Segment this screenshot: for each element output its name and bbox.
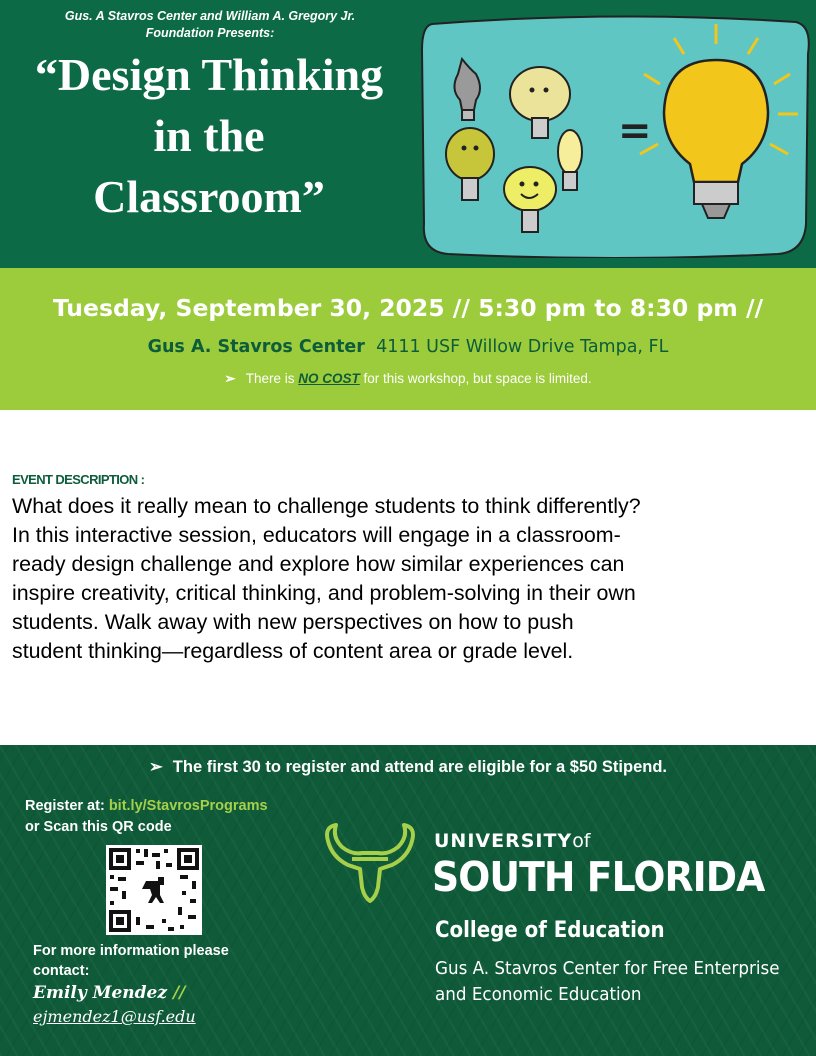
title-line-2: in the: [153, 110, 265, 161]
contact-name-text: Emily Mendez: [33, 983, 173, 1003]
equals-sign: =: [618, 108, 652, 154]
event-venue: [0, 337, 816, 357]
contact-line-2: contact:: [33, 963, 90, 979]
arrow-bullet-icon: ➢: [224, 371, 236, 386]
contact-info: [33, 941, 229, 981]
description-line: inspire creativity, critical thinking, and problem-solving in their own: [12, 581, 636, 605]
description-line: students. Walk away with new perspectives on how to push: [12, 610, 574, 634]
event-title: [0, 44, 418, 227]
presenters-line-2: Foundation Presents:: [145, 26, 275, 40]
center-line-2: and Economic Education: [435, 984, 642, 1005]
presenters-line-1: Gus. A Stavros Center and William A. Gregory Jr.: [64, 9, 356, 23]
usf-wordmark: SOUTH FLORIDA: [432, 853, 765, 901]
cost-notice: [0, 371, 816, 387]
title-line-3: Classroom”: [93, 171, 325, 222]
contact-line-1: For more information please: [33, 943, 229, 959]
stipend-text: The first 30 to register and attend are eligible for a $50 Stipend.: [172, 758, 668, 776]
header-banner: [0, 0, 816, 268]
center-name: [435, 956, 780, 1008]
venue-address: 4111 USF Willow Drive Tampa, FL: [376, 337, 669, 357]
description-line: student thinking—regardless of content area or grade level.: [12, 639, 574, 663]
description-line: In this interactive session, educators will engage in a classroom-: [12, 523, 621, 547]
center-line-1: Gus A. Stavros Center for Free Enterprise: [435, 958, 780, 979]
college-name: College of Education: [435, 918, 665, 943]
arrow-bullet-icon: ➢: [148, 758, 163, 776]
university-word: UNIVERSITY: [434, 830, 573, 852]
registration-info: [25, 796, 268, 838]
description-body: [12, 492, 808, 666]
usf-bull-logo-icon: [322, 821, 418, 903]
event-date-time: Tuesday, September 30, 2025 // 5:30 pm to 8:30 pm //: [52, 294, 764, 322]
cost-emphasis: NO COST: [298, 371, 360, 386]
qr-code[interactable]: [106, 845, 202, 935]
contact-name: [33, 983, 185, 1003]
scan-qr-text: or Scan this QR code: [25, 819, 172, 835]
register-link[interactable]: bit.ly/StavrosPrograms: [108, 798, 268, 814]
of-word: of: [572, 830, 591, 852]
description-label: EVENT DESCRIPTION :: [12, 472, 145, 487]
register-prefix: Register at:: [25, 798, 109, 814]
cost-prefix: There is: [245, 371, 299, 386]
cost-suffix: for this workshop, but space is limited.: [359, 371, 592, 386]
contact-email-link[interactable]: ejmendez1@usf.edu: [33, 1007, 196, 1026]
contact-slashes: //: [172, 983, 186, 1003]
venue-name: Gus A. Stavros Center: [147, 337, 365, 357]
description-line: What does it really mean to challenge students to think differently?: [12, 494, 641, 518]
footer: [0, 745, 816, 1056]
stipend-notice: [0, 757, 816, 777]
presenters-text: [10, 8, 410, 42]
university-of-text: [434, 830, 591, 852]
lightbulbs-illustration: [418, 14, 810, 258]
event-details-band: [0, 268, 816, 410]
description-line: ready design challenge and explore how similar experiences can: [12, 552, 625, 576]
title-line-1: “Design Thinking: [34, 49, 384, 100]
